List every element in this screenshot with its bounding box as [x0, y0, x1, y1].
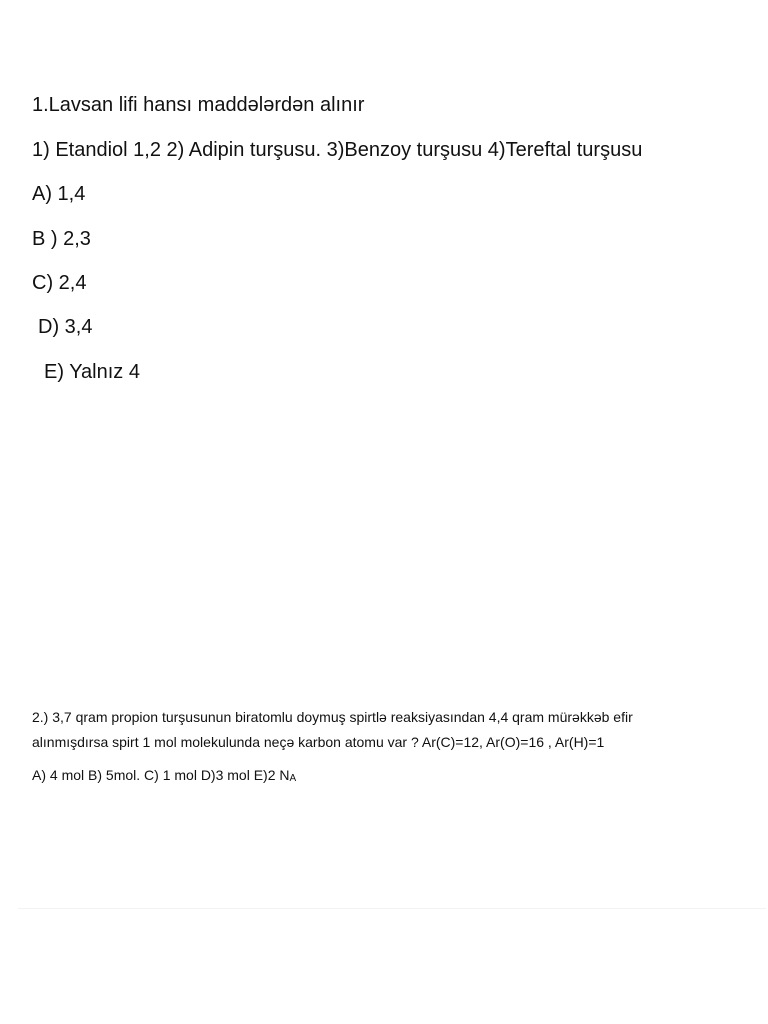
question2-line-1: 2.) 3,7 qram propion turşusunun biratomlu doymuş spirtlə reaksiyasından 4,4 qram mürəkkəb efir: [32, 709, 633, 725]
page-divider: [18, 908, 766, 909]
question1-option-b: B ) 2,3: [32, 228, 91, 250]
question1-option-a: A) 1,4: [32, 183, 86, 205]
question1-title: 1.Lavsan lifi hansı maddələrdən alınır: [32, 94, 365, 116]
question2-options-text: A) 4 mol B) 5mol. C) 1 mol D)3 mol E)2 N: [32, 767, 290, 783]
question1-option-d: D) 3,4: [38, 316, 93, 338]
question1-items: 1) Etandiol 1,2 2) Adipin turşusu. 3)Benzoy turşusu 4)Tereftal turşusu: [32, 139, 643, 161]
question2-line-2: alınmışdırsa spirt 1 mol molekulunda neçə karbon atomu var ? Ar(C)=12, Ar(O)=16 , Ar(H)=1: [32, 734, 605, 750]
question2-options-subscript: A: [289, 773, 297, 784]
question1-option-c: C) 2,4: [32, 272, 87, 294]
question1-option-e: E) Yalnız 4: [44, 361, 140, 383]
question2-options: [32, 767, 296, 783]
